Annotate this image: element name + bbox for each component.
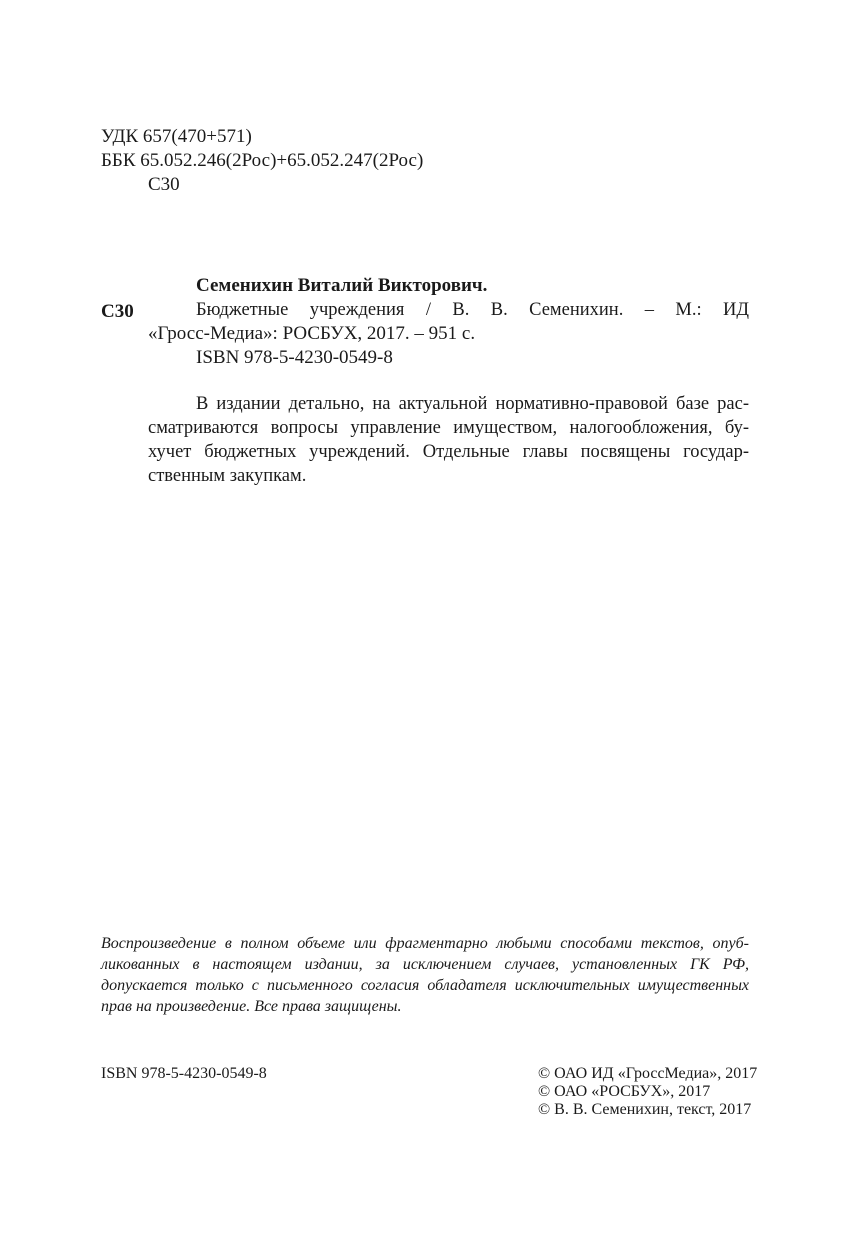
annotation-line-2: сматриваются вопросы управление имуществом, налогообложения, бу- bbox=[148, 418, 749, 438]
annotation-line-3: хучет бюджетных учреждений. Отдельные главы посвящены государ- bbox=[148, 442, 749, 462]
author-mark-top: С30 bbox=[148, 174, 180, 195]
notice-line-4: прав на произведение. Все права защищены. bbox=[101, 998, 402, 1015]
record-title-line: Бюджетные учреждения / В. В. Семенихин. – М.: ИД bbox=[196, 300, 749, 320]
udk-code: УДК 657(470+571) bbox=[101, 126, 252, 147]
copyright-line: © ОАО ИД «ГроссМедиа», 2017 bbox=[538, 1065, 758, 1082]
annotation-line-4: ственным закупкам. bbox=[148, 466, 307, 486]
copyright-line: © ОАО «РОСБУХ», 2017 bbox=[538, 1083, 711, 1100]
record-publisher-line: «Гросс-Медиа»: РОСБУХ, 2017. – 951 с. bbox=[148, 323, 476, 344]
copyright-line: © В. В. Семенихин, текст, 2017 bbox=[538, 1101, 752, 1118]
footer-isbn: ISBN 978-5-4230-0549-8 bbox=[101, 1065, 267, 1082]
annotation-line-1: В издании детально, на актуальной нормативно-правовой базе рас- bbox=[196, 394, 749, 414]
record-isbn: ISBN 978-5-4230-0549-8 bbox=[196, 347, 393, 368]
notice-line-3: допускается только с письменного согласия обладателя исключительных имущественных bbox=[101, 977, 749, 994]
notice-line-1: Воспроизведение в полном объеме или фрагментарно любыми способами текстов, опуб- bbox=[101, 935, 749, 952]
author-heading: Семенихин Виталий Викторович. bbox=[196, 275, 488, 296]
notice-line-2: ликованных в настоящем издании, за исключением случаев, установленных ГК РФ, bbox=[101, 956, 749, 973]
author-mark: С30 bbox=[101, 301, 134, 322]
bbk-code: ББК 65.052.246(2Рос)+65.052.247(2Рос) bbox=[101, 150, 424, 171]
